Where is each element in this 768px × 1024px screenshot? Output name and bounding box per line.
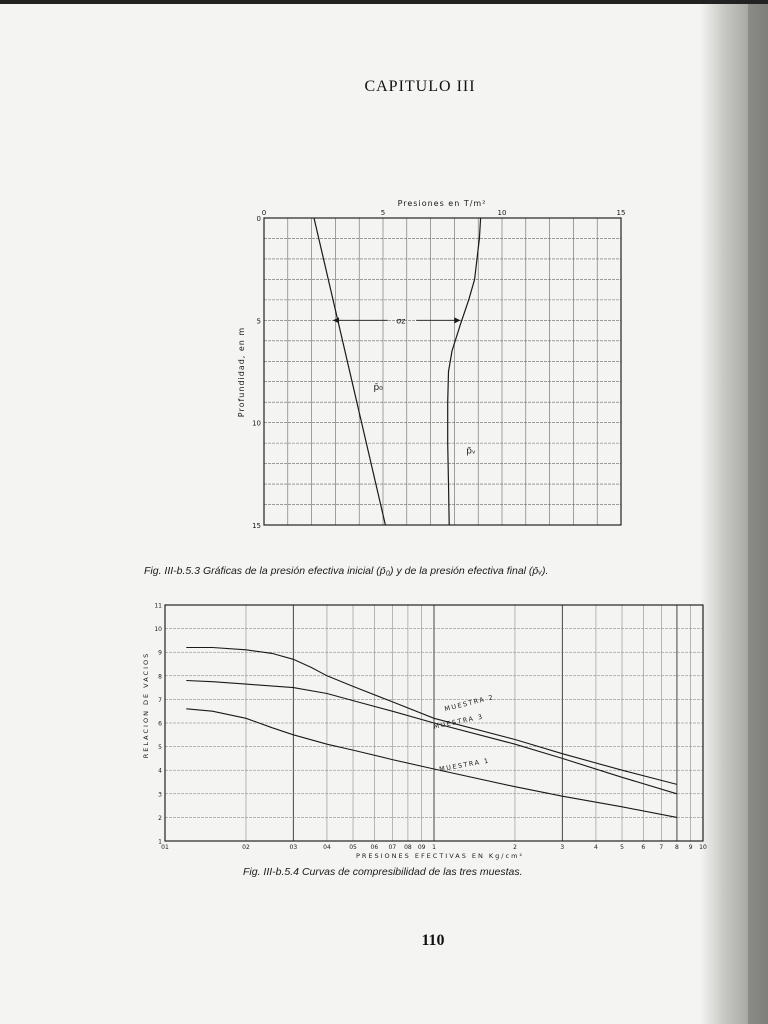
figure-caption-2: Fig. III-b.5.4 Curvas de compresibilidad de las tres muestas. bbox=[243, 866, 523, 878]
y-tick-label: 11 bbox=[154, 602, 162, 610]
y-tick-label: 8 bbox=[158, 673, 162, 681]
series-label-po: p̄₀ bbox=[373, 382, 383, 393]
x-tick-label: 2 bbox=[513, 844, 517, 851]
x-tick-label: 5 bbox=[380, 209, 386, 217]
x-tick-label: 05 bbox=[349, 844, 357, 851]
series-line-muestra-2 bbox=[186, 648, 677, 785]
x-tick-label: 5 bbox=[620, 844, 624, 851]
series-label-pv: p̄ᵥ bbox=[466, 446, 476, 457]
y-tick-label: 1 bbox=[158, 838, 162, 846]
y-tick-label: 15 bbox=[252, 522, 261, 530]
x-tick-label: 15 bbox=[616, 209, 626, 217]
figure-caption-1: Fig. III-b.5.3 Gráficas de la presión efectiva inicial (p̄₀) y de la presión efectiva final (p̄ᵥ). bbox=[144, 565, 549, 577]
x-axis-title: Presiones en T/m² bbox=[397, 199, 487, 208]
x-tick-label: 8 bbox=[675, 844, 679, 851]
y-tick-label: 9 bbox=[158, 649, 162, 657]
x-tick-label: 3 bbox=[560, 844, 565, 851]
sigma-z-label: σz bbox=[396, 316, 406, 326]
x-tick-label: 09 bbox=[417, 844, 426, 851]
x-tick-label: 02 bbox=[242, 844, 250, 851]
y-tick-label: 4 bbox=[158, 767, 162, 775]
x-tick-label: 7 bbox=[659, 844, 664, 851]
x-tick-label: 08 bbox=[404, 844, 412, 851]
series-label: MUESTRA 1 bbox=[438, 756, 491, 774]
y-tick-label: 5 bbox=[158, 744, 162, 752]
y-tick-label: 6 bbox=[158, 720, 162, 728]
chapter-title: CAPITULO III bbox=[364, 78, 476, 95]
x-tick-label: 03 bbox=[289, 844, 298, 851]
y-tick-label: 10 bbox=[154, 626, 162, 634]
x-tick-label: 1 bbox=[432, 844, 436, 851]
x-tick-label: 01 bbox=[161, 844, 169, 851]
x-tick-label: 10 bbox=[497, 209, 507, 217]
y-tick-label: 5 bbox=[256, 317, 261, 326]
series-label: MUESTRA 3 bbox=[432, 712, 485, 731]
x-tick-label: 07 bbox=[388, 844, 397, 851]
y-axis-title: RELACION DE VACIOS bbox=[142, 651, 150, 759]
x-tick-label: 9 bbox=[688, 844, 693, 851]
y-tick-label: 10 bbox=[252, 419, 261, 428]
x-axis-title: PRESIONES EFECTIVAS EN Kg/cm² bbox=[355, 852, 525, 860]
y-tick-label: 3 bbox=[158, 791, 162, 799]
page-number: 110 bbox=[421, 932, 445, 949]
y-tick-label: 7 bbox=[158, 696, 162, 704]
x-tick-label: 04 bbox=[323, 844, 331, 851]
y-tick-label: 2 bbox=[158, 814, 162, 822]
x-tick-label: 0 bbox=[261, 209, 267, 217]
series-line-muestra-3 bbox=[186, 681, 677, 794]
y-axis-title: Profundidad, en m bbox=[237, 326, 246, 418]
series-label: MUESTRA 2 bbox=[443, 693, 496, 714]
x-tick-label: 4 bbox=[594, 844, 598, 851]
x-tick-label: 6 bbox=[641, 844, 646, 851]
x-tick-label: 10 bbox=[699, 844, 707, 851]
series-line-muestra-1 bbox=[186, 709, 677, 818]
y-tick-label: 0 bbox=[256, 215, 261, 223]
x-tick-label: 06 bbox=[370, 844, 379, 851]
